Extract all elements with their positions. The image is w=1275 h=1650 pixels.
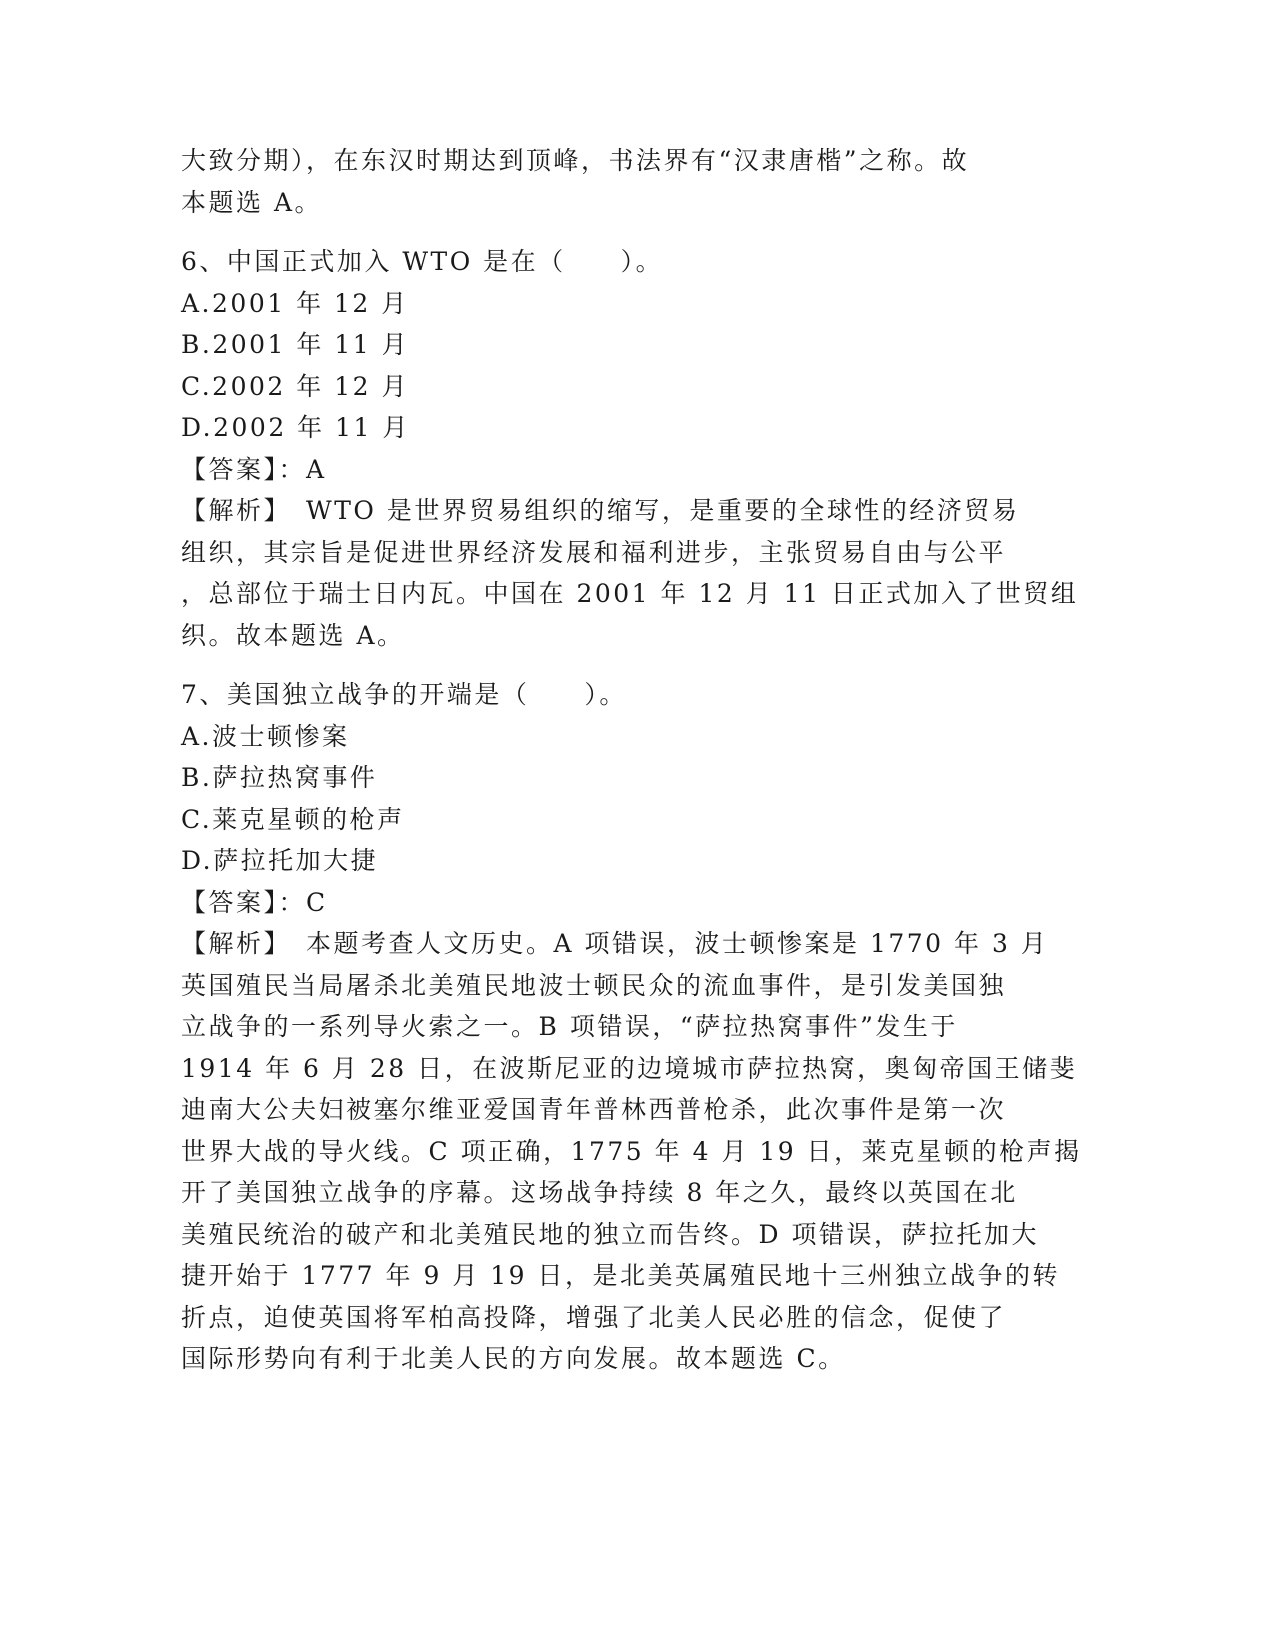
question-stem: 6、中国正式加入 WTO 是在（ ）。 [181, 247, 664, 276]
analysis-line: 立战争的一系列导火索之一。B 项错误，“萨拉热窝事件”发生于 [181, 1012, 958, 1041]
analysis-line: 组织，其宗旨是促进世界经济发展和福利进步，主张贸易自由与公平 [181, 537, 1007, 567]
analysis-line: 1914 年 6 月 28 日，在波斯尼亚的边境城市萨拉热窝，奥匈帝国王储斐 [181, 1053, 1078, 1083]
analysis-line: 英国殖民当局屠杀北美殖民地波士顿民众的流血事件，是引发美国独 [181, 970, 1007, 1000]
analysis-line: ，总部位于瑞士日内瓦。中国在 2001 年 12 月 11 日正式加入了世贸组 [181, 579, 1079, 608]
previous-analysis-continuation [181, 140, 1061, 223]
option-a: A.波士顿惨案 [181, 721, 350, 751]
analysis-line: 【解析】 本题考查人文历史。A 项错误，波士顿惨案是 1770 年 3 月 [181, 929, 1049, 958]
answer: 【答案】：C [181, 887, 328, 917]
option-d: D.2002 年 11 月 [181, 413, 410, 442]
option-b: B.萨拉热窝事件 [181, 763, 378, 792]
option-c: C.2002 年 12 月 [181, 371, 409, 401]
answer: 【答案】：A [181, 454, 327, 484]
analysis-line: 世界大战的导火线。C 项正确，1775 年 4 月 19 日，莱克星顿的枪声揭 [181, 1136, 1082, 1166]
question-6 [181, 241, 1079, 656]
document-page [181, 140, 1082, 1380]
question-stem: 7、美国独立战争的开端是（ ）。 [181, 680, 627, 709]
analysis-line: 织。故本题选 A。 [181, 620, 405, 650]
analysis-line: 美殖民统治的破产和北美殖民地的独立而告终。D 项错误，萨拉托加大 [181, 1219, 1039, 1249]
analysis-line: 【解析】 WTO 是世界贸易组织的缩写，是重要的全球性的经济贸易 [181, 496, 1020, 525]
text-line: 本题选 A。 [181, 187, 323, 217]
option-b: B.2001 年 11 月 [181, 330, 410, 359]
analysis-line: 捷开始于 1777 年 9 月 19 日，是北美英属殖民地十三州独立战争的转 [181, 1261, 1061, 1290]
question-7 [181, 674, 1082, 1380]
option-a: A.2001 年 12 月 [181, 288, 409, 318]
analysis-line: 折点，迫使英国将军柏高投降，增强了北美人民必胜的信念，促使了 [181, 1302, 1007, 1332]
option-c: C.莱克星顿的枪声 [181, 804, 405, 834]
text-line: 大致分期），在东汉时期达到顶峰，书法界有“汉隶唐楷”之称。故 [181, 146, 970, 175]
analysis-line: 开了美国独立战争的序幕。这场战争持续 8 年之久，最终以英国在北 [181, 1178, 1018, 1207]
analysis-line: 迪南大公夫妇被塞尔维亚爱国青年普林西普枪杀，此次事件是第一次 [181, 1095, 1007, 1124]
option-d: D.萨拉托加大捷 [181, 846, 379, 875]
analysis-line: 国际形势向有利于北美人民的方向发展。故本题选 C。 [181, 1344, 846, 1373]
